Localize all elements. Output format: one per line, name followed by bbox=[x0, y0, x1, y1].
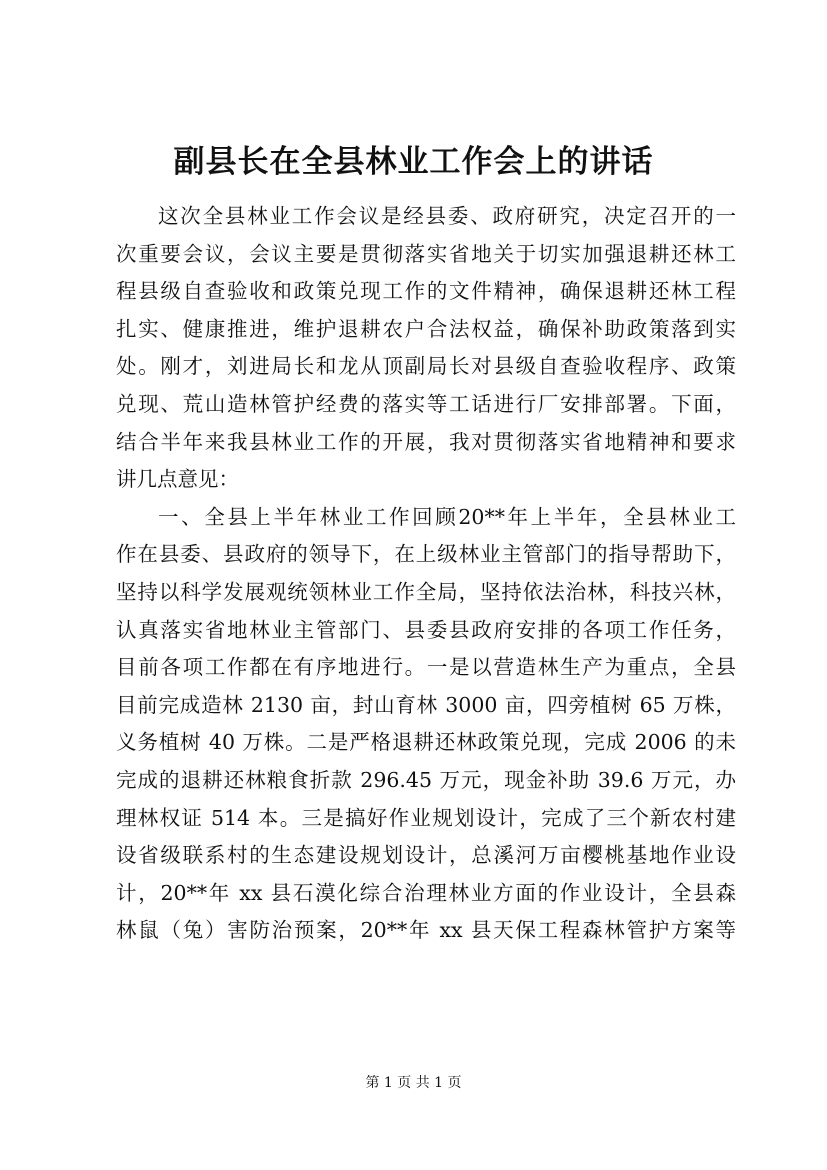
body-line: 计，20**年 xx 县石漠化综合治理林业方面的作业设计，全县森 bbox=[116, 880, 736, 905]
body-line: 义务植树 40 万株。二是严格退耕还林政策兑现，完成 2006 的未 bbox=[116, 730, 736, 755]
body-line: 这次全县林业工作会议是经县委、政府研究，决定召开的一 bbox=[158, 204, 736, 228]
body-line: 处。刚才，刘进局长和龙从顶副局长对县级自查验收程序、政策 bbox=[116, 354, 736, 379]
body-line: 认真落实省地林业主管部门、县委县政府安排的各项工作任务， bbox=[116, 617, 736, 642]
document-body bbox=[116, 198, 736, 950]
body-line: 设省级联系村的生态建设规划设计，总溪河万亩樱桃基地作业设 bbox=[116, 843, 736, 868]
body-line: 完成的退耕还林粮食折款 296.45 万元，现金补助 39.6 万元，办 bbox=[116, 767, 736, 792]
body-line: 目前完成造林 2130 亩，封山育林 3000 亩，四旁植树 65 万株， bbox=[116, 692, 736, 717]
body-line: 结合半年来我县林业工作的开展，我对贯彻落实省地精神和要求 bbox=[116, 429, 736, 454]
body-line: 次重要会议，会议主要是贯彻落实省地关于切实加强退耕还林工 bbox=[116, 241, 736, 266]
document-title: 副县长在全县林业工作会上的讲话 bbox=[173, 144, 654, 180]
body-line: 坚持以科学发展观统领林业工作全局，坚持依法治林，科技兴林， bbox=[116, 579, 736, 604]
body-line: 扎实、健康推进，维护退耕农户合法权益，确保补助政策落到实 bbox=[116, 316, 736, 341]
body-line: 作在县委、县政府的领导下，在上级林业主管部门的指导帮助下， bbox=[116, 542, 736, 567]
body-line: 目前各项工作都在有序地进行。一是以营造林生产为重点，全县 bbox=[116, 655, 736, 680]
body-line: 一、全县上半年林业工作回顾20**年上半年，全县林业工 bbox=[158, 504, 736, 529]
body-line: 理林权证 514 本。三是搞好作业规划设计，完成了三个新农村建 bbox=[116, 805, 736, 830]
body-line: 兑现、荒山造林管护经费的落实等工话进行厂安排部署。下面， bbox=[116, 391, 736, 416]
body-line: 程县级自查验收和政策兑现工作的文件精神，确保退耕还林工程 bbox=[116, 279, 736, 304]
body-line: 讲几点意见： bbox=[116, 467, 239, 492]
page-footer: 第 1 页 共 1 页 bbox=[365, 1075, 462, 1091]
body-line: 林鼠（兔）害防治预案，20**年 xx 县天保工程森林管护方案等 bbox=[116, 918, 736, 943]
